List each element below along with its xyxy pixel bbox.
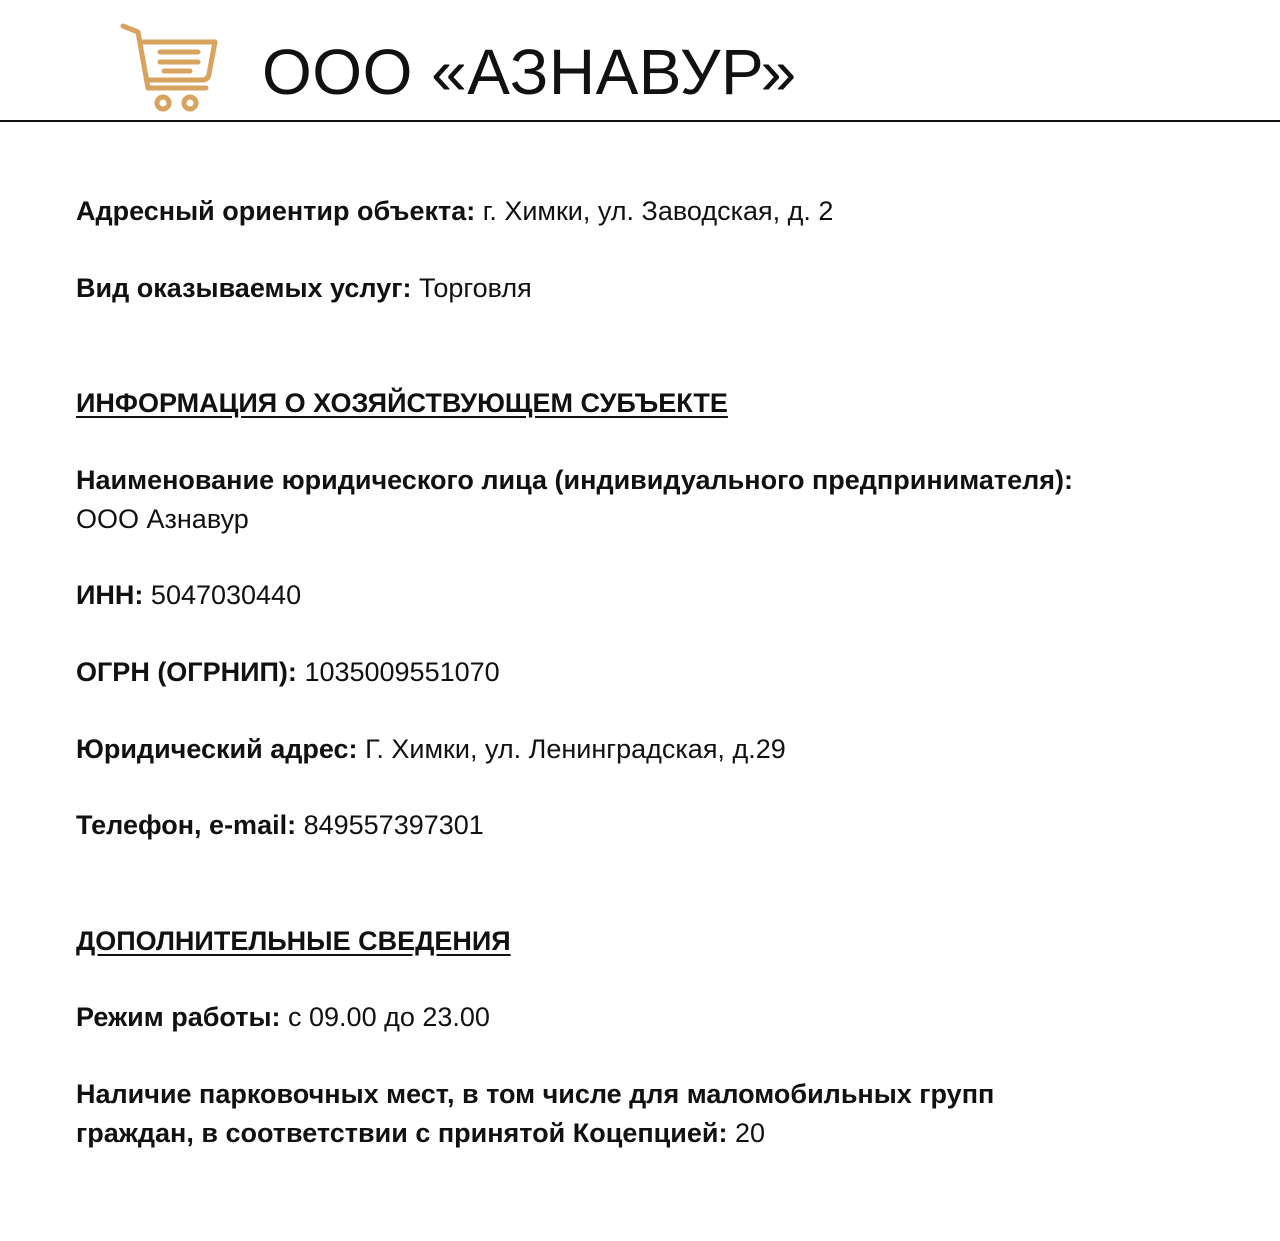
ogrn-value: 1035009551070 xyxy=(304,657,500,687)
object-address-value: г. Химки, ул. Заводская, д. 2 xyxy=(482,196,834,226)
page-header xyxy=(0,0,1280,122)
contact-row xyxy=(76,806,1196,845)
company-title: ООО «АЗНАВУР» xyxy=(262,36,797,108)
inn-label: ИНН: xyxy=(76,580,144,610)
legal-address-value: Г. Химки, ул. Ленинградская, д.29 xyxy=(365,734,786,764)
service-type-label: Вид оказываемых услуг: xyxy=(76,273,412,303)
ogrn-label: ОГРН (ОГРНИП): xyxy=(76,657,297,687)
service-type-row xyxy=(76,269,1196,308)
extra-section-heading: ДОПОЛНИТЕЛЬНЫЕ СВЕДЕНИЯ xyxy=(76,926,511,956)
entity-name-label: Наименование юридического лица (индивидуального предпринимателя): xyxy=(76,465,1073,495)
object-address-row xyxy=(76,192,1196,231)
inn-value: 5047030440 xyxy=(150,580,302,610)
parking-row xyxy=(76,1075,1196,1153)
working-hours-row xyxy=(76,998,1196,1037)
entity-name-row xyxy=(76,461,1196,539)
working-hours-value: с 09.00 до 23.00 xyxy=(288,1002,490,1032)
legal-address-label: Юридический адрес: xyxy=(76,734,358,764)
contact-value: 849557397301 xyxy=(303,810,484,840)
shopping-cart-icon xyxy=(118,20,222,116)
legal-address-row xyxy=(76,730,1196,769)
inn-row xyxy=(76,576,1196,615)
entity-name-value: ООО Азнавур xyxy=(76,504,249,534)
contact-label: Телефон, e-mail: xyxy=(76,810,297,840)
ogrn-row xyxy=(76,653,1196,692)
parking-value: 20 xyxy=(734,1118,766,1148)
entity-section-heading: ИНФОРМАЦИЯ О ХОЗЯЙСТВУЮЩЕМ СУБЪЕКТЕ xyxy=(76,388,728,418)
working-hours-label: Режим работы: xyxy=(76,1002,281,1032)
parking-label-line2: граждан, в соответствии с принятой Коцепцией: xyxy=(76,1118,728,1148)
service-type-value: Торговля xyxy=(418,273,532,303)
object-address-label: Адресный ориентир объекта: xyxy=(76,196,476,226)
parking-label-line1: Наличие парковочных мест, в том числе для маломобильных групп xyxy=(76,1079,995,1109)
